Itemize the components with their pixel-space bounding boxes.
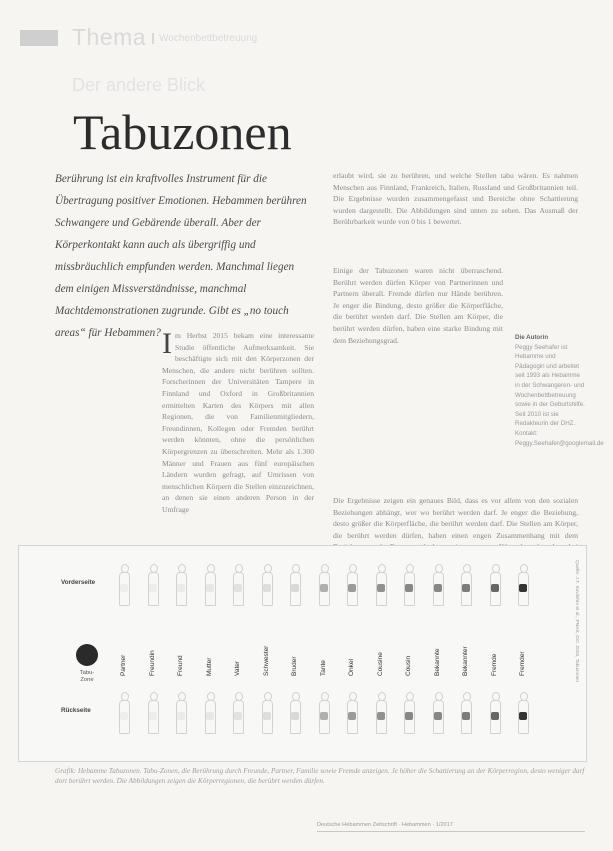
body-column-1 [162, 327, 314, 516]
tabu-patch [519, 584, 527, 592]
tabu-patch [434, 712, 442, 720]
back-row-label: Rückseite [61, 707, 91, 714]
touch-map-figure [18, 545, 587, 762]
silhouette-back [461, 692, 471, 734]
tabu-patch [348, 584, 356, 592]
category-label: Cousin [405, 655, 412, 676]
author-sidenote [515, 333, 604, 448]
figure-caption: Grafik: Hebamme Tabuzonen. Tabu-Zonen, die Berührung durch Freunde, Partner, Familie sowie Fremde anzeigen. Je höher die Schattierung an der Körperregion, desto weniger darf dort berührt werden. Die Abbildungen zeigen die Körperregionen, die berührt werden dürfen. [55, 767, 585, 786]
silhouette-front [205, 564, 215, 606]
silhouette-back [518, 692, 528, 734]
category-label: Bruder [291, 656, 298, 676]
header-block [20, 30, 58, 46]
tabu-patch [177, 584, 185, 592]
silhouette-back [119, 692, 129, 734]
tabu-patch [405, 584, 413, 592]
tabu-patch [519, 712, 527, 720]
tabu-zone-icon [76, 644, 98, 666]
tabu-patch [234, 584, 242, 592]
sidenote-text: Peggy Seehafer ist Hebamme und Pädagogin und arbeitet seit 1993 als Hebamme in der Schwangeren- und Wochenbettbetreuung sowie in der Geburtshilfe. Seit 2010 ist sie Redakteurin der DHZ. Kontakt: Peggy.Seehafer@googlemail.de [515, 343, 604, 447]
section-subtitle: Wochenbettbetreuung [152, 33, 257, 44]
page-title: Tabuzonen [73, 104, 292, 160]
silhouette-back [290, 692, 300, 734]
tabu-patch [149, 712, 157, 720]
sidenote-heading: Die Autorin [515, 334, 549, 341]
silhouette-front [290, 564, 300, 606]
tabu-patch [348, 712, 356, 720]
tabu-patch [434, 584, 442, 592]
tabu-zone-label: Tabu-Zone [79, 670, 95, 684]
section-title: Thema [72, 24, 147, 50]
kicker: Der andere Blick [72, 75, 206, 95]
silhouette-back [176, 692, 186, 734]
page-footer: Deutsche Hebammen Zeitschrift · Hebammen · 1/2017 [317, 822, 453, 828]
tabu-patch [377, 712, 385, 720]
silhouette-back [205, 692, 215, 734]
category-label: Bekannte [433, 648, 441, 676]
category-label: Bekannter [462, 646, 469, 676]
category-label: Vater [234, 660, 241, 676]
body-column-2: Einige der Tabuzonen waren nicht überraschend. Berührt werden dürfen Körper von Partnerinnen und Partnern überall. Fremde dürfen nur Hände berühren. Je enger die Bindung, desto größer die Körperfläche, die berührt werden darf. Die Stellen am Körper, die berührt werden dürfen, haben eine starke Bindung mit dem Beziehungsgrad. [333, 266, 503, 345]
tabu-patch [320, 584, 328, 592]
silhouette-back [433, 692, 443, 734]
category-label: Tante [319, 660, 327, 676]
silhouette-front [176, 564, 186, 606]
category-label: Fremde [490, 653, 498, 676]
tabu-patch [263, 712, 271, 720]
tabu-patch [177, 712, 185, 720]
category-label: Cousine [376, 652, 384, 676]
silhouette-front [518, 564, 528, 606]
tabu-patch [377, 584, 385, 592]
tabu-patch [491, 712, 499, 720]
silhouette-front [404, 564, 414, 606]
silhouette-back [319, 692, 329, 734]
silhouette-front [461, 564, 471, 606]
tabu-patch [291, 584, 299, 592]
silhouette-back [347, 692, 357, 734]
silhouette-back [404, 692, 414, 734]
silhouette-front [319, 564, 329, 606]
tabu-patch [491, 584, 499, 592]
tabu-patch [291, 712, 299, 720]
category-label: Mutter [205, 657, 213, 676]
silhouette-back [233, 692, 243, 734]
tabu-patch [120, 712, 128, 720]
silhouette-front [347, 564, 357, 606]
tabu-patch [320, 712, 328, 720]
tabu-patch [206, 584, 214, 592]
category-label: Schwester [262, 645, 270, 676]
category-label: Freund [177, 655, 184, 676]
body-column-2-bottom: Die Ergebnisse zeigen ein genaues Bild, dass es vor allem von den sozialen Beziehungen abhängt, wer wo berührt werden darf. Je enger die Beziehung, desto größer die Körperfläche, die berührt werden darf. Die Stellen am Körper, die berührt werden dürfen, haben einen engen Zusammenhang mit dem [333, 496, 578, 540]
tabu-patch [149, 584, 157, 592]
silhouette-front [433, 564, 443, 606]
silhouette-back [148, 692, 158, 734]
tabu-patch [405, 712, 413, 720]
silhouette-front [148, 564, 158, 606]
tabu-patch [120, 584, 128, 592]
category-label: Onkel [348, 659, 355, 676]
silhouette-front [262, 564, 272, 606]
silhouette-back [262, 692, 272, 734]
tabu-patch [263, 584, 271, 592]
silhouette-front [376, 564, 386, 606]
drop-cap: I [162, 327, 172, 360]
category-label: Freundin [148, 650, 156, 676]
silhouette-front [119, 564, 129, 606]
category-label: Fremder [519, 651, 526, 676]
figure-source: Quelle: J.T. Suvilehto et al., PNAS, Oct. 2015, Tabuzonen [574, 560, 579, 683]
silhouette-back [376, 692, 386, 734]
tabu-patch [234, 712, 242, 720]
front-row-label: Vorderseite [61, 579, 96, 586]
footer-rule [317, 831, 585, 832]
tabu-patch [462, 584, 470, 592]
intro-paragraph: Berührung ist ein kraftvolles Instrument für die Übertragung positiver Emotionen. Hebammen berühren Schwangere und Gebärende überall. Aber der Körperkontakt kann auch als übergriffig und missbräuchlich empfunden werden. Manchmal liegen dem einigen Missverständnisse, manchmal Machtdemonstrationen zugrunde. Gibt es „no touch areas“ für Hebammen? [55, 173, 307, 339]
body-text-1: m Herbst 2015 bekam eine interessante Studie öffentliche Aufmerksamkeit. Sie beschäftigte sich mit den Körperzonen der Menschen, die andere nicht berühren sollten. Forscherinnen der Universitäten Tampere in Finnland und Oxford in Großbritannien ermittelten Karten des Körpers mit allen Regionen, die von Familienmitgliedern, Freundinnen, Kollegen oder Fremden berührt werden könnten, ohne die persönlichen Körpergrenzen zu überschreiten. Mehr als 1.300 Männer und Frauen aus fünf europäischen Ländern wurden gefragt, auf Umrissen von menschlichen Körpern die Stellen einzuzeichnen, an denen sie einen anderen Person in der Umfrage [162, 331, 314, 514]
body-column-2-top: erlaubt wird, sie zu berühren, und welche Stellen tabu wären. Es nahmen Menschen aus Finnland, Frankreich, Italien, Russland und Großbritannien teil. Die Ergebnisse wurden zusammengefasst und Bereiche ohne Schattierung wurden dargestellt. Die Abbildungen sind unten zu sehen. Das Ausmaß der Berührbarkeit wurde von 0 bis 1 bewertet. [333, 171, 578, 227]
tabu-patch [206, 712, 214, 720]
tabu-patch [462, 712, 470, 720]
silhouette-front [490, 564, 500, 606]
silhouette-back [490, 692, 500, 734]
category-label: Partner [120, 654, 127, 676]
silhouette-front [233, 564, 243, 606]
